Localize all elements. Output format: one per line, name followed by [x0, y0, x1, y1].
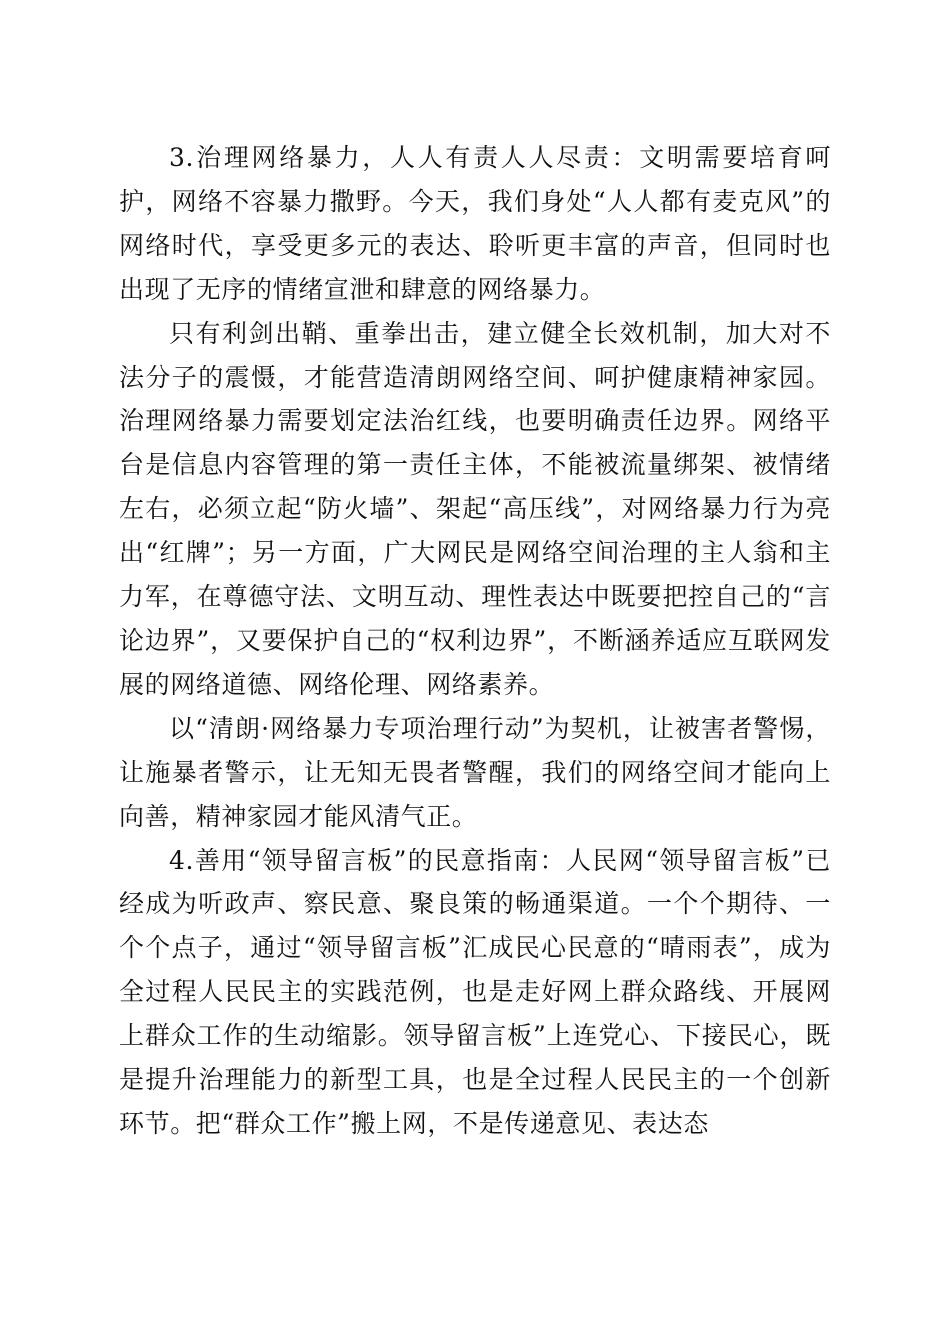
paragraph-qinglang-campaign: 以“清朗·网络暴力专项治理行动”为契机，让被害者警惕，让施暴者警示，让无知无畏者警醒，我们的网络空间才能向上向善，精神家园才能风清气正。 [119, 713, 831, 831]
paragraph-governance-measures: 只有利剑出鞘、重拳出击，建立健全长效机制，加大对不法分子的震慑，才能营造清朗网络空间、呵护健康精神家园。治理网络暴力需要划定法治红线，也要明确责任边界。网络平台是信息内容管理的第一责任主体，不能被流量绑架、被情绪左右，必须立起“防火墙”、架起“高压线”，对网络暴力行为亮出“红牌”；另一方面，广大网民是网络空间治理的主人翁和主力军，在尊德守法、文明互动、理性表达中既要把控自己的“言论边界”，又要保护自己的“权利边界”，不断涵养适应互联网发展的网络道德、网络伦理、网络素养。 [119, 318, 831, 699]
document-body [119, 136, 831, 1146]
paragraph-item-3-cyberviolence: 3.治理网络暴力，人人有责人人尽责：文明需要培育呵护，网络不容暴力撒野。今天，我们身处“人人都有麦克风”的网络时代，享受更多元的表达、聆听更丰富的声音，但同时也出现了无序的情绪宣泄和肆意的网络暴力。 [119, 143, 831, 304]
paragraph-item-4-message-board: 4.善用“领导留言板”的民意指南：人民网“领导留言板”已经成为听政声、察民意、聚良策的畅通渠道。一个个期待、一个个点子，通过“领导留言板”汇成民心民意的“晴雨表”，成为全过程人民民主的实践范例，也是走好网上群众路线、开展网上群众工作的生动缩影。领导留言板”上连党心、下接民心，既是提升治理能力的新型工具，也是全过程人民民主的一个创新环节。把“群众工作”搬上网，不是传递意见、表达态 [119, 845, 831, 1138]
